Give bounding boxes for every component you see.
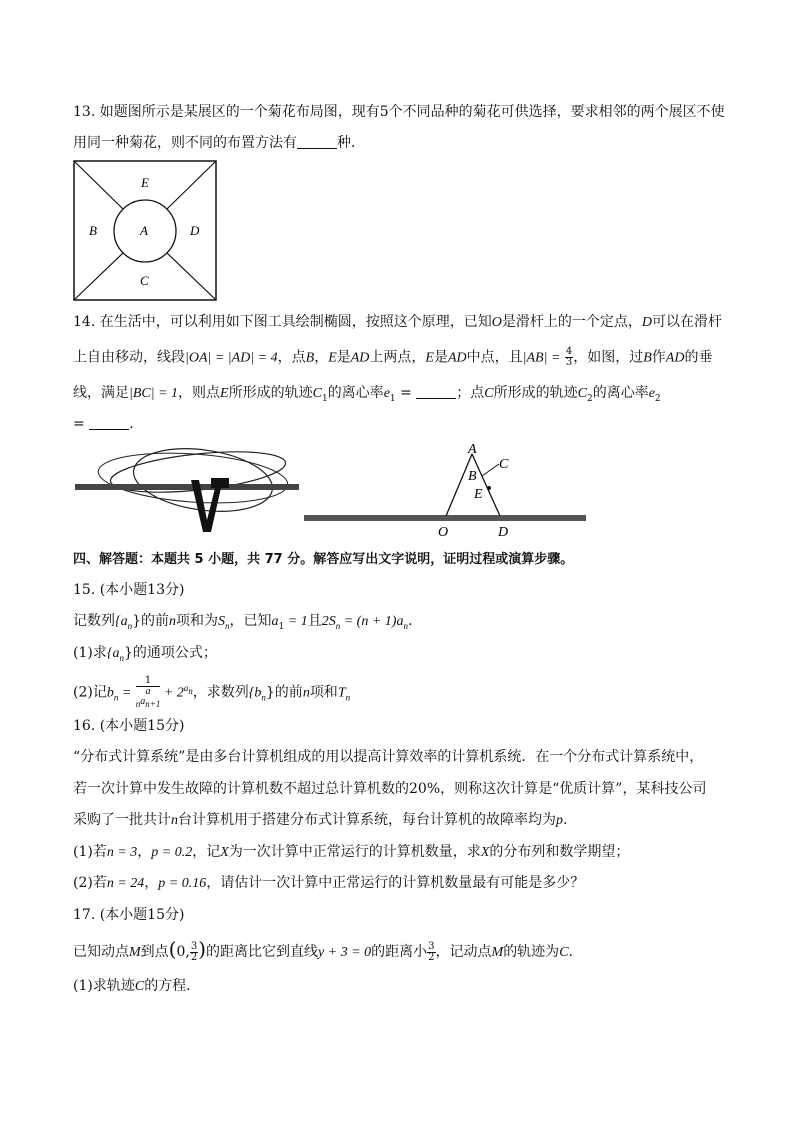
q14-text: 的离心率 — [327, 385, 384, 401]
q14-text: 作 — [651, 349, 666, 366]
q16-text: ，请估计一次计算中正常运行的计算机数量最有可能是多少？ — [206, 875, 585, 891]
q13-answer-blank[interactable] — [297, 134, 337, 149]
q17-text: 的距离比它到直线 — [206, 944, 319, 960]
math-bn: {b — [248, 685, 262, 701]
q14-answer-blank-e1[interactable] — [416, 384, 456, 399]
region-label-c: C — [140, 273, 149, 288]
frac-den: 2 — [190, 951, 198, 963]
math-b: B — [643, 350, 652, 366]
frac-num: 4 — [565, 346, 573, 357]
q17-text: (1)求轨迹 — [73, 978, 135, 994]
q17-text: 已知动点 — [73, 944, 129, 960]
q13-line1 — [73, 102, 725, 122]
fraction-bn — [136, 676, 161, 709]
q14-line1 — [73, 312, 722, 333]
math-x: X — [480, 845, 490, 860]
q15-text: 记数列 — [73, 613, 115, 629]
math-ad: AD — [350, 350, 370, 366]
math-oa-ad: |OA| = |AD| = 4 — [185, 350, 278, 366]
q15-text: 且 — [307, 613, 322, 629]
math-m: M — [491, 945, 504, 960]
q13-line2 — [73, 133, 365, 153]
math-c: C — [484, 386, 494, 401]
math-d: D — [641, 315, 652, 330]
math-n: n — [171, 813, 178, 828]
q15-text: (1)求 — [73, 645, 107, 661]
geometry-schematic — [300, 440, 590, 540]
q14-text: 是 — [336, 349, 351, 366]
slide-rail — [304, 515, 586, 521]
q15-line1: 记数列$\{a_n\}$的前n项和为$S_n$，已知$a_1 = 1$且$2S_n = (n + 1)a_n$. — [73, 613, 413, 632]
q15-text: 项和为 — [176, 613, 219, 629]
q15-text: }的前 — [265, 684, 303, 701]
math-m: M — [129, 945, 141, 960]
q14-text: ，如图，过 — [573, 349, 644, 366]
math-s: S — [218, 614, 226, 629]
math-c2: C — [577, 386, 587, 401]
q15-text: ，求数列 — [192, 684, 249, 701]
q17-text: 到点 — [140, 944, 169, 960]
paren-open: ( — [168, 937, 177, 961]
frac-num: 3 — [190, 940, 198, 952]
q14-text: 是 — [433, 349, 448, 366]
point-x: 0, — [176, 944, 190, 960]
q14-text: 所形成的轨迹 — [228, 385, 313, 401]
q14-text: ， — [314, 349, 329, 366]
slide-rail — [75, 484, 299, 490]
math-c1: C — [312, 386, 322, 401]
q14-text: 是滑杆上的一个定点， — [501, 314, 642, 330]
math-ad: AD — [447, 350, 467, 366]
fig-label-a: A — [468, 442, 477, 457]
math-ab: |AB| = — [522, 350, 561, 366]
math-p-value: p = 0.2 — [151, 845, 193, 860]
math-an: {a — [115, 614, 128, 629]
fig-label-d: D — [498, 525, 509, 540]
diagram-diagonal — [74, 253, 123, 300]
q17-text: ，记动点 — [435, 944, 492, 960]
q17-text: 的距离小 — [371, 944, 428, 960]
fig-label-e: E — [474, 487, 483, 502]
math-rhs: = (n + 1)a — [340, 614, 404, 629]
segment-oa — [446, 454, 472, 516]
math-ad: AD — [665, 350, 685, 366]
math-e: E — [220, 386, 229, 401]
q14-text: 中点，且 — [466, 349, 523, 366]
fig-label-b: B — [468, 469, 477, 484]
q17-text: . — [568, 944, 573, 960]
q17-text: 的方程． — [144, 978, 201, 994]
ellipse-tool-figure — [73, 440, 303, 540]
math-n: n — [169, 614, 177, 629]
math-n: n — [302, 685, 310, 701]
q15-text: ，已知 — [229, 613, 272, 629]
fraction-four-thirds — [565, 347, 573, 368]
math-b: B — [305, 350, 315, 366]
q16-text: (1)若 — [73, 844, 107, 860]
q15-text: }的通项公式； — [123, 645, 217, 661]
slider-block — [211, 478, 229, 488]
math-c: C — [559, 945, 569, 960]
math-e1: e — [383, 386, 390, 401]
math-eq: = 1 — [284, 614, 308, 629]
fraction-three-halves — [427, 942, 435, 963]
q16-text: 若一次计算中发生故障的计算机数不超过总计算机数的 — [73, 781, 409, 797]
region-label-d: D — [190, 223, 200, 238]
q16-line2 — [73, 779, 706, 799]
frac-num: 1 — [136, 676, 161, 687]
math-o: O — [491, 315, 502, 330]
q14-text: ；点 — [456, 385, 485, 401]
q14-text: 可以在滑杆 — [651, 314, 722, 330]
math-e: E — [425, 350, 434, 366]
frac-den: 3 — [565, 357, 573, 368]
region-label-a: A — [140, 223, 148, 238]
math-eq: = — [118, 685, 132, 701]
q15-head: 15. (本小题13分) — [73, 582, 185, 598]
q13-text-2b: 种． — [337, 135, 365, 151]
diagram-diagonal — [74, 161, 123, 209]
q14-text: 的垂 — [684, 349, 713, 366]
math-x: X — [220, 845, 229, 860]
q15-text: 项和 — [309, 684, 338, 701]
math-p: p — [556, 813, 563, 828]
segment-ad — [472, 454, 500, 516]
q14-line2 — [73, 347, 712, 369]
frac-den: 2 — [428, 951, 435, 963]
q16-text: ，则称这次计算是“优质计算”，某科技公司 — [440, 781, 707, 797]
q16-text: 采购了一批共计 — [73, 812, 171, 828]
q17-part1 — [73, 976, 200, 997]
q16-text: (2)若 — [73, 875, 107, 891]
frac-den: a $_na_{n+1}$ — [135, 686, 161, 709]
q16-text: ， — [137, 844, 152, 860]
diagram-diagonal — [167, 161, 216, 209]
q14-text: 14. 在生活中，可以利用如下图工具绘制椭圆，按照这个原理，已知 — [73, 314, 492, 330]
q17-head: 17. (本小题15分) — [73, 907, 185, 923]
q13-text-1: 13. 如题图所示是某展区的一个菊花布局图，现有5个不同品种的菊花可供选择，要求相邻的两个展区不使 — [73, 104, 725, 120]
q16-line3 — [73, 810, 567, 831]
q16-text: 台计算机用于搭建分布式计算系统，每台计算机的故障率均为 — [178, 812, 556, 828]
q16-text: . — [563, 812, 568, 828]
q14-line3: 线，满足|BC| = 1，则点E所形成的轨迹$C_1$的离心率$e_1$ = ；点C所形成的轨迹$C_2$的离心率$e_2$ — [73, 385, 661, 404]
math-e2: e — [648, 386, 655, 401]
math-n-value: n = 24 — [106, 876, 145, 891]
point-e — [487, 486, 491, 490]
math-e: E — [328, 350, 337, 366]
q16-text: ，记 — [192, 844, 221, 860]
math-2sn: 2S — [321, 614, 336, 629]
region-label-e: E — [141, 175, 149, 190]
fig-label-o: O — [438, 525, 449, 540]
math-p-value: p = 0.16 — [158, 876, 207, 891]
q14-answer-blank-e2[interactable] — [89, 415, 129, 430]
frac-den-a: a — [145, 686, 151, 697]
math-plus: + 2 — [160, 685, 184, 701]
section-heading: 四、解答题：本题共 5 小题，共 77 分。解答应写出文字说明，证明过程或演算步骤。 — [73, 552, 574, 567]
flower-layout-diagram — [73, 160, 218, 302]
math-c: C — [134, 979, 145, 994]
math-an: {a — [106, 646, 120, 661]
paren-close: ) — [198, 937, 207, 961]
q15-text: . — [407, 613, 413, 629]
q14-text: 上两点， — [369, 349, 426, 366]
math-n-value: n = 3 — [106, 845, 138, 860]
frac-num: 3 — [428, 940, 435, 952]
q14-text: 所形成的轨迹 — [493, 385, 578, 401]
q14-text: 上自由移动，线段 — [73, 349, 185, 366]
region-label-b: B — [89, 223, 97, 238]
q16-text: 为一次计算中正常运行的计算机数量，求 — [228, 844, 481, 860]
q14-eq: = — [395, 385, 417, 401]
q16-part1 — [73, 842, 629, 863]
q14-eq: = — [73, 416, 85, 432]
math-line-eq: y + 3 = 0 — [318, 945, 372, 960]
segment-bc — [482, 464, 499, 476]
q14-text: . — [129, 416, 134, 432]
q14-text: 线，满足 — [73, 385, 129, 401]
math-bn: b — [106, 685, 114, 701]
q15-text: }的前 — [132, 613, 170, 629]
q14-line4 — [73, 414, 134, 434]
q16-text: ， — [144, 875, 159, 891]
q14-text: 的离心率 — [592, 385, 649, 401]
q15-part2: (2)记$b_n$ = 1 a $_na_{n+1}$ + $2^{a_n}$，求数列$\{b_n\}$的前n项和$T_n$ — [73, 675, 351, 709]
q16-text: 的分布列和数学期望； — [489, 844, 630, 860]
q16-part2 — [73, 873, 584, 894]
q15-text: (2)记 — [73, 684, 107, 701]
diagram-diagonal — [167, 253, 216, 300]
q14-text: ，则点 — [178, 385, 221, 401]
q14-text: ，点 — [277, 349, 306, 366]
math-bc: |BC| = 1 — [129, 386, 179, 401]
q15-part1: (1)求$\{a_n\}$的通项公式； — [73, 645, 217, 663]
percent-value: 20% — [409, 781, 441, 797]
q17-text: 的轨迹为 — [503, 944, 560, 960]
q13-text-2a: 用同一种菊花，则不同的布置方法有 — [73, 135, 297, 151]
math-t: T — [337, 685, 346, 701]
fraction-three-halves — [190, 942, 198, 963]
q16-head: 16. (本小题15分) — [73, 718, 185, 734]
q16-line1: “分布式计算系统”是由多台计算机组成的用以提高计算效率的计算机系统．在一个分布式计算系统中， — [73, 749, 704, 765]
fig-label-c: C — [499, 457, 509, 472]
q17-line1 — [73, 939, 573, 963]
math-a1: a — [271, 614, 279, 629]
